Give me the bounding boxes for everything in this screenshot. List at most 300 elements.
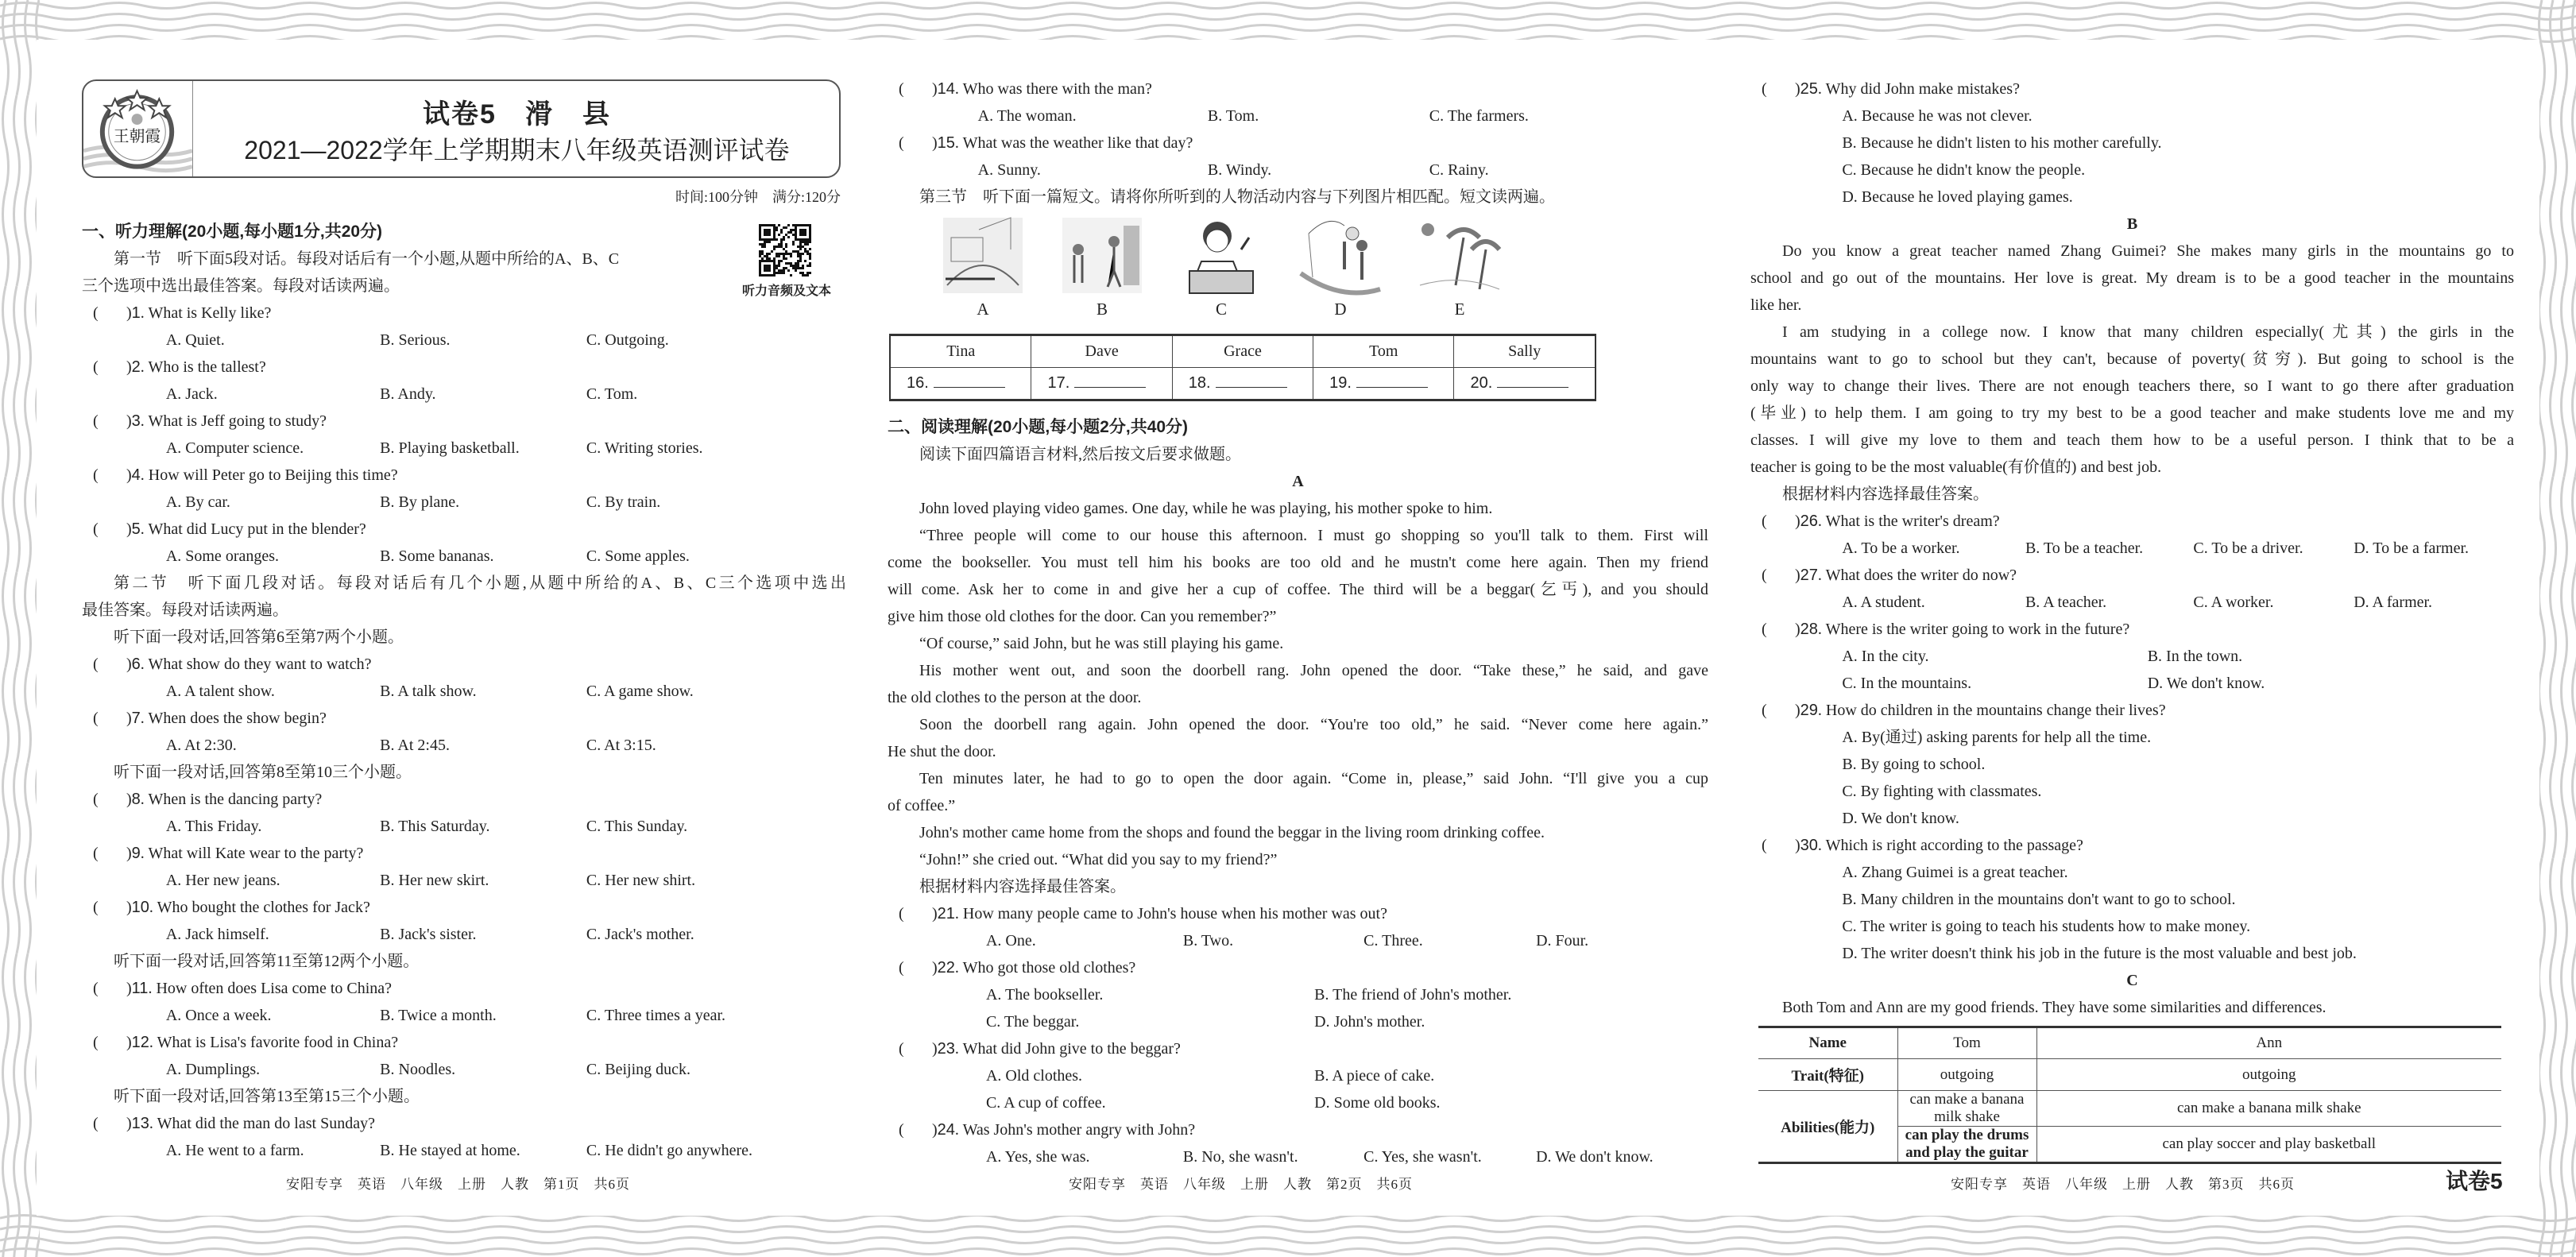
question-2 (82, 354, 846, 381)
text-line: (毕业) to help them. I am going to try my best to be a good teacher and make students love me and my (1750, 404, 2514, 422)
answer-option[interactable]: B. He stayed at home. (380, 1142, 520, 1159)
answer-option[interactable]: C. By train. (586, 493, 661, 511)
answer-blank[interactable]: ( (93, 412, 99, 430)
question-number: 7 (131, 710, 141, 727)
answer-options (82, 1002, 846, 1029)
answer-option[interactable]: C. Rainy. (1429, 161, 1489, 179)
question-text: )30. Which is right according to the passage? (1795, 837, 2083, 854)
answer-options (888, 102, 1708, 130)
question-29 (1750, 697, 2514, 724)
question-number: 3 (131, 412, 141, 430)
answer-option[interactable]: D. To be a farmer. (2354, 540, 2470, 557)
answer-option[interactable]: A. Zhang Guimei is a great teacher. (1842, 864, 2068, 881)
question-14 (888, 75, 1708, 102)
answer-option[interactable]: B. By going to school. (1842, 756, 1986, 773)
answer-blank-line[interactable] (934, 387, 1005, 388)
answer-option[interactable]: A. Jack. (165, 385, 218, 403)
answer-option[interactable]: C. By fighting with classmates. (1842, 783, 2042, 800)
question-prompt: How do children in the mountains change their lives? (1825, 702, 2166, 719)
question-number: 13 (131, 1115, 149, 1132)
text-line: 第二节 听下面几段对话。每段对话后有几个小题,从题中所给的A、B、C三个选项中选出 (114, 574, 846, 592)
answer-option[interactable]: C. Yes, she wasn't. (1363, 1148, 1482, 1166)
answer-option[interactable]: D. John's mother. (1314, 1013, 1425, 1031)
answer-blank[interactable]: ( (93, 358, 99, 376)
picture-label: A (977, 300, 989, 319)
answer-options (82, 732, 846, 759)
answer-option-row (1750, 157, 2514, 184)
question-prompt: When does the show begin? (148, 710, 327, 727)
question-number: 8 (131, 791, 141, 808)
answer-option[interactable]: C. He didn't go anywhere. (586, 1142, 753, 1159)
answer-options (82, 1056, 846, 1083)
answer-option[interactable]: C. Three. (1363, 932, 1423, 950)
page-1-column (82, 219, 846, 1164)
question-text: )10. Who bought the clothes for Jack? (126, 899, 370, 916)
answer-option[interactable]: A. Jack himself. (165, 926, 269, 943)
question-prompt: What is Kelly like? (148, 304, 272, 322)
answer-option[interactable]: B. No, she wasn't. (1182, 1148, 1298, 1166)
question-number: 10 (131, 899, 149, 916)
answer-blank[interactable]: ( (899, 959, 904, 977)
question-prompt: Was John's mother angry with John? (962, 1121, 1196, 1139)
answer-option[interactable]: B. Some bananas. (380, 547, 494, 565)
answer-blank[interactable]: ( (93, 304, 99, 322)
question-text: )7. When does the show begin? (126, 710, 327, 727)
answer-options (82, 813, 846, 840)
activity-picture-a (939, 214, 1027, 296)
abilities-label: Abilities(能力) (1758, 1091, 1897, 1163)
question-15 (888, 130, 1708, 157)
passage-label: C (2126, 972, 2138, 989)
text-line: school and go out of the mountains. Her love is great. My dream is to be a good teacher in the mountains (1750, 269, 2514, 287)
answer-blank[interactable]: ( (93, 710, 99, 727)
answer-option-row (1750, 184, 2514, 211)
answer-option[interactable]: A. At 2:30. (165, 737, 237, 754)
question-number: 29 (1800, 702, 1818, 719)
passage-label: A (1292, 473, 1304, 490)
paper-number-badge: 试卷5 (2446, 1169, 2503, 1193)
answer-option-row (1750, 724, 2514, 751)
answer-option[interactable]: C. Some apples. (586, 547, 690, 565)
activity-picture-b (1058, 214, 1146, 296)
question-3 (82, 408, 846, 435)
answer-option[interactable]: A. Computer science. (165, 439, 304, 457)
question-text: )1. What is Kelly like? (126, 304, 272, 322)
question-28 (1750, 616, 2514, 643)
answer-options (1750, 589, 2514, 616)
text-line: mountains want to go to school but they can't, because of poverty(贫穷). But going to school is the (1750, 350, 2514, 368)
answer-option[interactable]: C. The farmers. (1429, 107, 1529, 125)
question-9 (82, 840, 846, 867)
question-21 (888, 900, 1708, 927)
question-number: 14 (937, 80, 955, 98)
answer-blank[interactable]: ( (93, 1034, 99, 1051)
question-text: )12. What is Lisa's favorite food in China? (126, 1034, 399, 1051)
answer-blank[interactable]: ( (899, 1040, 904, 1058)
question-number: 11 (131, 980, 149, 997)
answer-blank[interactable]: ( (899, 80, 904, 98)
answer-option[interactable]: C. A game show. (586, 683, 694, 700)
answer-option[interactable]: B. Windy. (1207, 161, 1272, 179)
question-number: 9 (131, 845, 141, 862)
answer-option[interactable]: C. This Sunday. (586, 818, 688, 835)
question-text: )25. Why did John make mistakes? (1795, 80, 2020, 98)
answer-options (888, 1089, 1708, 1116)
question-text: )28. Where is the writer going to work in the future? (1795, 621, 2130, 638)
question-13 (82, 1110, 846, 1137)
answer-options (82, 381, 846, 408)
question-prompt: What is Jeff going to study? (148, 412, 327, 430)
answer-option[interactable]: B. This Saturday. (380, 818, 490, 835)
question-7 (82, 705, 846, 732)
answer-blank[interactable]: ( (93, 845, 99, 862)
answer-option[interactable]: B. Playing basketball. (380, 439, 520, 457)
answer-options (82, 921, 846, 948)
picture-label: E (1454, 300, 1465, 319)
ability-cell: can play soccer and play basketball (2036, 1127, 2501, 1163)
answer-option[interactable]: B. Jack's sister. (380, 926, 477, 943)
answer-option[interactable]: C. A cup of coffee. (985, 1094, 1106, 1112)
answer-blank[interactable]: ( (93, 656, 99, 673)
question-5 (82, 516, 846, 543)
text-line: Both Tom and Ann are my good friends. They have some similarities and differences. (1782, 999, 2327, 1016)
text-line: He shut the door. (888, 743, 996, 760)
answer-option[interactable]: A. Sunny. (977, 161, 1041, 179)
text-line: 根据材料内容选择最佳答案。 (919, 878, 1126, 895)
text-line: Soon the doorbell rang again. John opened the door. “You're too old,” he said. “Never come here again.” (919, 716, 1708, 733)
question-prompt: How many people came to John's house when his mother was out? (962, 905, 1387, 922)
question-number: 6 (131, 656, 141, 673)
comparison-table (1750, 1021, 2514, 1161)
question-text: )23. What did John give to the beggar? (932, 1040, 1181, 1058)
footer-page-2: 安阳专享 英语 八年级 上册 人教 第2页 共6页 (1069, 1177, 1413, 1192)
logo-lettering: 王朝霞 (113, 127, 161, 145)
answer-option-row (1750, 913, 2514, 940)
text-line: John's mother came home from the shops and found the beggar in the living room drinking coffee. (919, 824, 1545, 841)
answer-option[interactable]: A. Quiet. (165, 331, 225, 349)
question-12 (82, 1029, 846, 1056)
answer-blank[interactable]: ( (93, 791, 99, 808)
answer-option[interactable]: C. The beggar. (985, 1013, 1080, 1031)
question-11 (82, 975, 846, 1002)
answer-option[interactable]: A. Yes, she was. (985, 1148, 1090, 1166)
answer-option[interactable]: D. Because he loved playing games. (1842, 188, 2073, 206)
answer-option[interactable]: C. The writer is going to teach his students how to make money. (1842, 918, 2251, 935)
name-cell: Tina (890, 335, 1031, 368)
answer-option[interactable]: A. Old clothes. (985, 1067, 1083, 1085)
answer-options (888, 1143, 1708, 1170)
answer-option[interactable]: B. A talk show. (380, 683, 477, 700)
answer-option[interactable]: A. Some oranges. (165, 547, 280, 565)
answer-option[interactable]: B. A teacher. (2025, 594, 2107, 611)
answer-option[interactable]: A. Dumplings. (165, 1061, 261, 1078)
question-number: 22 (937, 959, 955, 977)
question-24 (888, 1116, 1708, 1143)
answer-option[interactable]: D. A farmer. (2354, 594, 2433, 611)
question-22 (888, 954, 1708, 981)
answer-option[interactable]: A. By car. (165, 493, 230, 511)
answer-option[interactable]: C. Because he didn't know the people. (1842, 161, 2086, 179)
answer-option[interactable]: D. The writer doesn't think his job in the future is the most valuable and best job. (1842, 945, 2357, 962)
answer-option[interactable]: B. By plane. (380, 493, 460, 511)
page-3-column (1750, 75, 2514, 1161)
text-line: only way to change their lives. There are not enough teachers there, so I want to go there after graduation (1750, 377, 2514, 395)
answer-blank-line[interactable] (1074, 387, 1146, 388)
question-number: 27 (1800, 567, 1818, 584)
answer-options (1750, 535, 2514, 562)
activity-picture-c (1178, 214, 1265, 296)
answer-option[interactable]: B. Two. (1182, 932, 1234, 950)
answer-options (82, 678, 846, 705)
question-number: 21 (937, 905, 955, 922)
answer-cell[interactable] (1454, 368, 1595, 400)
question-26 (1750, 508, 2514, 535)
answer-cell[interactable] (890, 368, 1031, 400)
picture-row (888, 211, 1708, 326)
text-line: “Of course,” said John, but he was still playing his game. (919, 635, 1284, 652)
question-text: )15. What was the weather like that day? (932, 134, 1193, 152)
answer-option[interactable]: A. A talent show. (165, 683, 275, 700)
text-line: 听下面一段对话,回答第11至第12两个小题。 (114, 953, 420, 970)
answer-option[interactable]: B. The friend of John's mother. (1314, 986, 1512, 1004)
answer-option-row (1750, 805, 2514, 832)
question-text: )24. Was John's mother angry with John? (932, 1121, 1196, 1139)
text-line: 听下面一段对话,回答第6至第7两个小题。 (114, 628, 404, 646)
item-number: 20. (1470, 374, 1493, 392)
question-text: )2. Who is the tallest? (126, 358, 266, 376)
text-line: “John!” she cried out. “What did you say to my friend?” (919, 851, 1278, 868)
answer-options (888, 1008, 1708, 1035)
answer-option-row (1750, 778, 2514, 805)
question-text: )9. What will Kate wear to the party? (126, 845, 364, 862)
question-prompt: Which is right according to the passage? (1825, 837, 2083, 854)
question-30 (1750, 832, 2514, 859)
picture-label: B (1096, 300, 1108, 319)
ability-cell: can make a banana milk shake (2036, 1091, 2501, 1127)
text-line: I am studying in a college now. I know that many children especially(尤其) the girls in the (1782, 323, 2514, 341)
answer-cell[interactable] (1172, 368, 1313, 400)
question-text: )8. When is the dancing party? (126, 791, 323, 808)
text-line: 阅读下面四篇语言材料,然后按文后要求做题。 (919, 446, 1241, 463)
answer-blank[interactable]: ( (1762, 621, 1767, 638)
question-prompt: Where is the writer going to work in the future? (1825, 621, 2130, 638)
answer-options (888, 1062, 1708, 1089)
answer-option[interactable]: D. We don't know. (1536, 1148, 1654, 1166)
item-number: 18. (1188, 374, 1211, 392)
answer-option[interactable]: A. A student. (1842, 594, 1925, 611)
question-prompt: What is the writer's dream? (1825, 512, 2000, 530)
text-line: “Three people will come to our house this afternoon. I must go shopping so you'll talk to them. First will (919, 527, 1708, 544)
answer-blank-line[interactable] (1356, 387, 1428, 388)
answer-blank[interactable]: ( (899, 1121, 904, 1139)
answer-option[interactable]: C. Jack's mother. (586, 926, 694, 943)
answer-option-row (1750, 859, 2514, 886)
trait-cell: outgoing (1897, 1059, 2036, 1091)
question-number: 30 (1800, 837, 1818, 854)
question-25 (1750, 75, 2514, 102)
answer-blank[interactable]: ( (899, 134, 904, 152)
text-line: Ten minutes later, he had to go to open the door again. “Come in, please,” said John. “I'll give you a cup (919, 770, 1708, 787)
item-number: 16. (907, 374, 929, 392)
text-line: 第三节 听下面一篇短文。请将你所听到的人物活动内容与下列图片相匹配。短文读两遍。 (919, 188, 1555, 206)
text-line: 第一节 听下面5段对话。每段对话后有一个小题,从题中所给的A、B、C (114, 250, 620, 268)
paper-subtitle: 2021—2022学年上学期期末八年级英语测评试卷 (244, 136, 790, 164)
text-line: of coffee.” (888, 797, 956, 814)
text-line: come the bookseller. You must tell him his books are too old and he mustn't come here again. Then my friend (888, 554, 1708, 571)
answer-option[interactable]: B. A piece of cake. (1314, 1067, 1435, 1085)
answer-option[interactable]: B. Andy. (380, 385, 436, 403)
answer-option[interactable]: B. In the town. (2147, 648, 2243, 665)
text-line: like her. (1750, 296, 1802, 314)
question-text: )29. How do children in the mountains change their lives? (1795, 702, 2166, 719)
text-line: 根据材料内容选择最佳答案。 (1782, 485, 1989, 503)
question-4 (82, 462, 846, 489)
answer-option[interactable]: A. Once a week. (165, 1007, 272, 1024)
answer-option[interactable]: A. In the city. (1842, 648, 1929, 665)
question-6 (82, 651, 846, 678)
question-text: )13. What did the man do last Sunday? (126, 1115, 375, 1132)
answer-option[interactable]: B. To be a teacher. (2025, 540, 2144, 557)
answer-blank[interactable]: ( (93, 899, 99, 916)
answer-option[interactable]: B. At 2:45. (380, 737, 450, 754)
answer-cell[interactable] (1313, 368, 1454, 400)
question-text: )4. How will Peter go to Beijing this time? (126, 466, 398, 484)
answer-option[interactable]: D. We don't know. (1842, 810, 1959, 827)
answer-option[interactable]: A. Her new jeans. (165, 872, 280, 889)
answer-option[interactable]: C. At 3:15. (586, 737, 656, 754)
answer-option[interactable]: C. Three times a year. (586, 1007, 726, 1024)
answer-option[interactable]: B. Her new skirt. (380, 872, 489, 889)
answer-option[interactable]: A. The woman. (977, 107, 1077, 125)
question-text: )26. What is the writer's dream? (1795, 512, 2000, 530)
question-prompt: How will Peter go to Beijing this time? (148, 466, 398, 484)
question-prompt: What did the man do last Sunday? (157, 1115, 375, 1132)
answer-blank[interactable]: ( (1762, 80, 1767, 98)
answer-cell[interactable] (1031, 368, 1172, 400)
answer-option[interactable]: B. Many children in the mountains don't want to go to school. (1842, 891, 2236, 908)
text-line: will come. Ask her to come in and give her a cup of coffee. The third will be a beggar(乞丐), and you should (888, 581, 1708, 598)
text-line: give him those old clothes for the door. Can you remember?” (888, 608, 1277, 625)
answer-option[interactable]: A. Because he was not clever. (1842, 107, 2033, 125)
answer-blank-line[interactable] (1497, 387, 1568, 388)
question-8 (82, 786, 846, 813)
name-cell: Grace (1172, 335, 1313, 368)
answer-blank[interactable]: ( (93, 466, 99, 484)
ability-cell: can play the drums and play the guitar (1897, 1127, 2036, 1163)
answer-option[interactable]: A. One. (985, 932, 1036, 950)
header-cell: Tom (1897, 1027, 2036, 1059)
question-prompt: What does the writer do now? (1825, 567, 2017, 584)
question-text: )14. Who was there with the man? (932, 80, 1152, 98)
answer-option[interactable]: B. Tom. (1207, 107, 1259, 125)
section-heading: 二、阅读理解(20小题,每小题2分,共40分) (888, 418, 1189, 436)
answer-blank[interactable]: ( (899, 905, 904, 922)
answer-blank[interactable]: ( (1762, 702, 1767, 719)
answer-option[interactable]: B. Serious. (380, 331, 451, 349)
question-prompt: What did John give to the beggar? (962, 1040, 1181, 1058)
answer-option[interactable]: A. By(通过) asking parents for help all the time. (1842, 729, 2152, 746)
answer-option[interactable]: D. We don't know. (2147, 675, 2265, 692)
answer-option[interactable]: C. Outgoing. (586, 331, 669, 349)
question-text: )3. What is Jeff going to study? (126, 412, 327, 430)
paper-title: 试卷5 滑 县 (423, 99, 611, 130)
question-27 (1750, 562, 2514, 589)
answer-blank[interactable]: ( (93, 980, 99, 997)
answer-option[interactable]: C. To be a driver. (2193, 540, 2303, 557)
question-prompt: What is Lisa's favorite food in China? (157, 1034, 399, 1051)
section-heading: 一、听力理解(20小题,每小题1分,共20分) (82, 222, 383, 241)
text-line: teacher is going to be the most valuable(有价值的) and best job. (1750, 458, 2162, 476)
answer-option[interactable]: A. The bookseller. (985, 986, 1104, 1004)
header-cell: Name (1758, 1027, 1897, 1059)
header-cell: Ann (2036, 1027, 2501, 1059)
answer-option[interactable]: A. To be a worker. (1842, 540, 1960, 557)
item-number: 19. (1329, 374, 1352, 392)
answer-option[interactable]: B. Twice a month. (380, 1007, 497, 1024)
answer-option[interactable]: C. Tom. (586, 385, 638, 403)
answer-option-row (1750, 102, 2514, 130)
answer-option-row (1750, 130, 2514, 157)
answer-blank[interactable]: ( (1762, 512, 1767, 530)
text-line: 最佳答案。每段对话读两遍。 (82, 601, 288, 619)
answer-option[interactable]: A. This Friday. (165, 818, 262, 835)
question-text: )27. What does the writer do now? (1795, 567, 2017, 584)
answer-option[interactable]: D. Four. (1536, 932, 1589, 950)
answer-option[interactable]: B. Noodles. (380, 1061, 456, 1078)
answer-option-row (1750, 886, 2514, 913)
answer-options (1750, 670, 2514, 697)
answer-options (82, 435, 846, 462)
page-2-column (888, 75, 1708, 1170)
question-23 (888, 1035, 1708, 1062)
answer-option[interactable]: A. He went to a farm. (165, 1142, 304, 1159)
answer-option[interactable]: D. Some old books. (1314, 1094, 1441, 1112)
publisher-logo (83, 81, 193, 176)
answer-options (1750, 643, 2514, 670)
text-line: Do you know a great teacher named Zhang Guimei? She makes many girls in the mountains go to (1782, 242, 2514, 260)
question-number: 28 (1800, 621, 1818, 638)
answer-option[interactable]: C. Beijing duck. (586, 1061, 691, 1078)
answer-option[interactable]: C. Writing stories. (586, 439, 703, 457)
answer-blank[interactable]: ( (1762, 837, 1767, 854)
answer-options (888, 157, 1708, 184)
answer-blank[interactable]: ( (93, 1115, 99, 1132)
answer-option[interactable]: C. Her new shirt. (586, 872, 696, 889)
name-cell: Dave (1031, 335, 1172, 368)
question-text: )22. Who got those old clothes? (932, 959, 1136, 977)
ability-cell: can make a banana milk shake (1897, 1091, 2036, 1127)
question-number: 23 (937, 1040, 955, 1058)
text-line: the old clothes to the person at the door. (888, 689, 1142, 706)
answer-options (82, 543, 846, 570)
answer-blank-line[interactable] (1216, 387, 1287, 388)
answer-blank[interactable]: ( (1762, 567, 1767, 584)
question-number: 4 (131, 466, 141, 484)
answer-options (888, 981, 1708, 1008)
qr-code-label: 听力音频及文本 (741, 284, 831, 298)
question-number: 5 (131, 520, 141, 538)
answer-option[interactable]: C. In the mountains. (1842, 675, 1972, 692)
answer-option[interactable]: C. A worker. (2193, 594, 2274, 611)
question-prompt: What did Lucy put in the blender? (148, 520, 366, 538)
answer-blank[interactable]: ( (93, 520, 99, 538)
answer-options (82, 327, 846, 354)
answer-option[interactable]: B. Because he didn't listen to his mother carefully. (1842, 134, 2162, 152)
text-line: His mother went out, and soon the doorbell rang. John opened the door. “Take these,” he said, and gave (919, 662, 1708, 679)
picture-label: D (1334, 300, 1347, 319)
question-prompt: Who was there with the man? (962, 80, 1152, 98)
question-number: 25 (1800, 80, 1818, 98)
